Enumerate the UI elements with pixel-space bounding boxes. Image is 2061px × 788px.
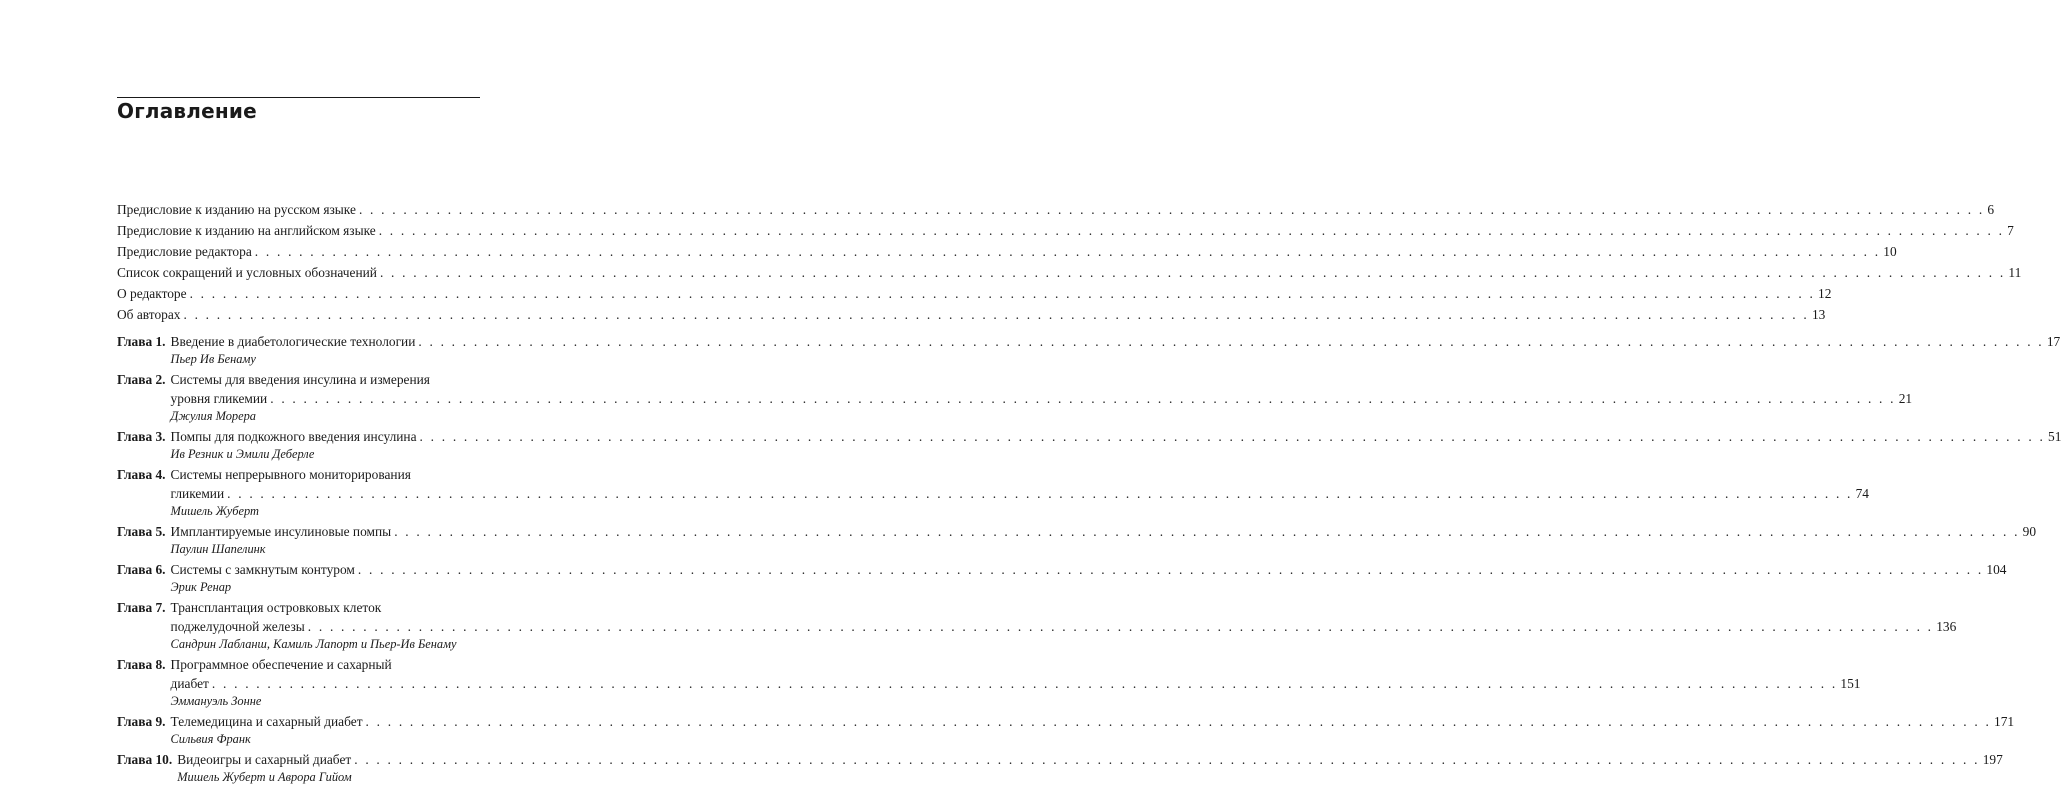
- toc-entry[interactable]: [117, 200, 1995, 219]
- chapter-list: [117, 332, 2061, 787]
- chapter-title: Системы с замкнутым контуром: [170, 562, 355, 577]
- dot-leader: [190, 284, 1815, 303]
- chapter-author: Ив Резник и Эмили Деберле: [170, 447, 315, 461]
- chapter-entry[interactable]: [117, 465, 1869, 521]
- chapter-title: Имплантируемые инсулиновые помпы: [170, 524, 392, 539]
- chapter-entry[interactable]: [117, 712, 2015, 749]
- chapter-title-line: [177, 750, 2003, 769]
- chapter-title: Системы для введения инсулина и измерения: [170, 372, 430, 387]
- chapter-entry[interactable]: [117, 370, 1913, 426]
- chapter-entry[interactable]: [117, 427, 2061, 464]
- dot-leader: [354, 750, 1979, 769]
- chapter-entry[interactable]: [117, 560, 2007, 597]
- chapter-title-line: [171, 560, 2007, 579]
- toc-entry-page: 10: [1883, 244, 1897, 259]
- toc-entry-page: 7: [2007, 223, 2014, 238]
- chapter-author: Эрик Ренар: [170, 580, 232, 594]
- toc-entry-page: 12: [1818, 286, 1832, 301]
- chapter-page: 197: [1982, 752, 2003, 767]
- chapter-page: 136: [1936, 619, 1957, 634]
- toc-entry-label: Предисловие к изданию на русском языке: [117, 202, 356, 217]
- top-rule: [117, 97, 480, 98]
- chapter-title-continued: уровня гликемии: [170, 391, 268, 406]
- chapter-number: Глава 9.: [117, 714, 166, 729]
- chapter-body: [166, 522, 2037, 559]
- chapter-author: Эммануэль Зонне: [170, 694, 262, 708]
- chapter-entry[interactable]: [117, 750, 2003, 787]
- chapter-page: 151: [1840, 676, 1861, 691]
- dot-leader: [183, 305, 1808, 324]
- chapter-body: [166, 598, 1957, 654]
- page-title: Оглавление: [117, 99, 257, 123]
- chapter-entry[interactable]: [117, 332, 2061, 369]
- chapter-body: [166, 560, 2007, 597]
- chapter-body: [166, 712, 2015, 749]
- chapter-page: 171: [1994, 714, 2015, 729]
- dot-leader: [394, 522, 2019, 541]
- dot-leader: [270, 389, 1895, 408]
- dot-leader: [366, 712, 1991, 731]
- chapter-number: Глава 6.: [117, 562, 166, 577]
- chapter-title-line: [171, 674, 1861, 693]
- chapter-title-continued: гликемии: [170, 486, 225, 501]
- toc-entry-label: Предисловие к изданию на английском языке: [117, 223, 376, 238]
- chapter-page: 90: [2022, 524, 2037, 539]
- chapter-body: [166, 427, 2061, 464]
- chapter-title-line: [171, 484, 1869, 503]
- chapter-author: Мишель Жуберт и Аврора Гийом: [177, 770, 352, 784]
- chapter-title: Введение в диабетологические технологии: [170, 334, 416, 349]
- dot-leader: [380, 263, 2005, 282]
- chapter-body: [166, 370, 1913, 426]
- chapter-number: Глава 2.: [117, 372, 166, 387]
- chapter-title-line: [171, 617, 1957, 636]
- toc-entry[interactable]: [117, 221, 2014, 240]
- dot-leader: [358, 560, 1983, 579]
- chapter-title-continued: поджелудочной железы: [170, 619, 305, 634]
- chapter-body: [166, 655, 1861, 711]
- chapter-title: Телемедицина и сахарный диабет: [170, 714, 363, 729]
- chapter-entry[interactable]: [117, 655, 1861, 711]
- chapter-title: Видеоигры и сахарный диабет: [177, 752, 352, 767]
- dot-leader: [420, 427, 2045, 446]
- toc-entry-label: Предисловие редактора: [117, 244, 252, 259]
- chapter-title-line: [171, 427, 2061, 446]
- toc-entry[interactable]: [117, 284, 1832, 303]
- chapter-entry[interactable]: [117, 598, 1957, 654]
- front-matter-list: [117, 200, 2022, 324]
- chapter-title: Программное обеспечение и сахарный: [170, 657, 392, 672]
- toc-entry-label: Список сокращений и условных обозначений: [117, 265, 377, 280]
- dot-leader: [227, 484, 1852, 503]
- chapter-number: Глава 5.: [117, 524, 166, 539]
- chapter-number: Глава 10.: [117, 752, 173, 767]
- chapter-body: [172, 750, 2003, 787]
- chapter-author: Паулин Шапелинк: [170, 542, 266, 556]
- chapter-body: [166, 465, 1869, 521]
- chapter-title: Системы непрерывного мониторирования: [170, 467, 411, 482]
- chapter-author: Сильвия Франк: [170, 732, 251, 746]
- toc-entry-label: О редакторе: [117, 286, 187, 301]
- chapter-title-line: [171, 712, 2015, 731]
- chapter-author: Мишель Жуберт: [170, 504, 259, 518]
- toc-entry-page: 6: [1987, 202, 1995, 217]
- chapter-title-line: [171, 389, 1913, 408]
- toc-entry-page: 11: [2008, 265, 2022, 280]
- chapter-title: Помпы для подкожного введения инсулина: [170, 429, 417, 444]
- toc-entry[interactable]: [117, 242, 1897, 261]
- chapter-page: 51: [2048, 429, 2061, 444]
- toc-entry-label: Об авторах: [117, 307, 181, 322]
- chapter-number: Глава 3.: [117, 429, 166, 444]
- chapter-entry[interactable]: [117, 522, 2037, 559]
- chapter-number: Глава 4.: [117, 467, 166, 482]
- dot-leader: [255, 242, 1880, 261]
- chapter-title: Трансплантация островковых клеток: [170, 600, 382, 615]
- chapter-author: Пьер Ив Бенаму: [170, 352, 256, 366]
- table-of-contents: [117, 200, 2061, 788]
- dot-leader: [308, 617, 1933, 636]
- chapter-number: Глава 8.: [117, 657, 166, 672]
- toc-entry[interactable]: [117, 263, 2022, 282]
- chapter-page: 74: [1855, 486, 1869, 501]
- chapter-number: Глава 7.: [117, 600, 166, 615]
- chapter-author: Сандрин Лабланш, Камиль Лапорт и Пьер-Ив Бенаму: [170, 637, 457, 651]
- toc-entry-page: 13: [1811, 307, 1826, 322]
- dot-leader: [212, 674, 1837, 693]
- chapter-title-line: [171, 332, 2061, 351]
- dot-leader: [418, 332, 2043, 351]
- dot-leader: [379, 221, 2004, 240]
- toc-entry[interactable]: [117, 305, 1826, 324]
- chapter-page: 21: [1898, 391, 1913, 406]
- dot-leader: [359, 200, 1984, 219]
- chapter-title-continued: диабет: [170, 676, 209, 691]
- chapter-page: 17: [2046, 334, 2061, 349]
- chapter-body: [166, 332, 2061, 369]
- chapter-author: Джулия Морера: [170, 409, 257, 423]
- chapter-title-line: [171, 522, 2037, 541]
- chapter-page: 104: [1986, 562, 2007, 577]
- chapter-number: Глава 1.: [117, 334, 166, 349]
